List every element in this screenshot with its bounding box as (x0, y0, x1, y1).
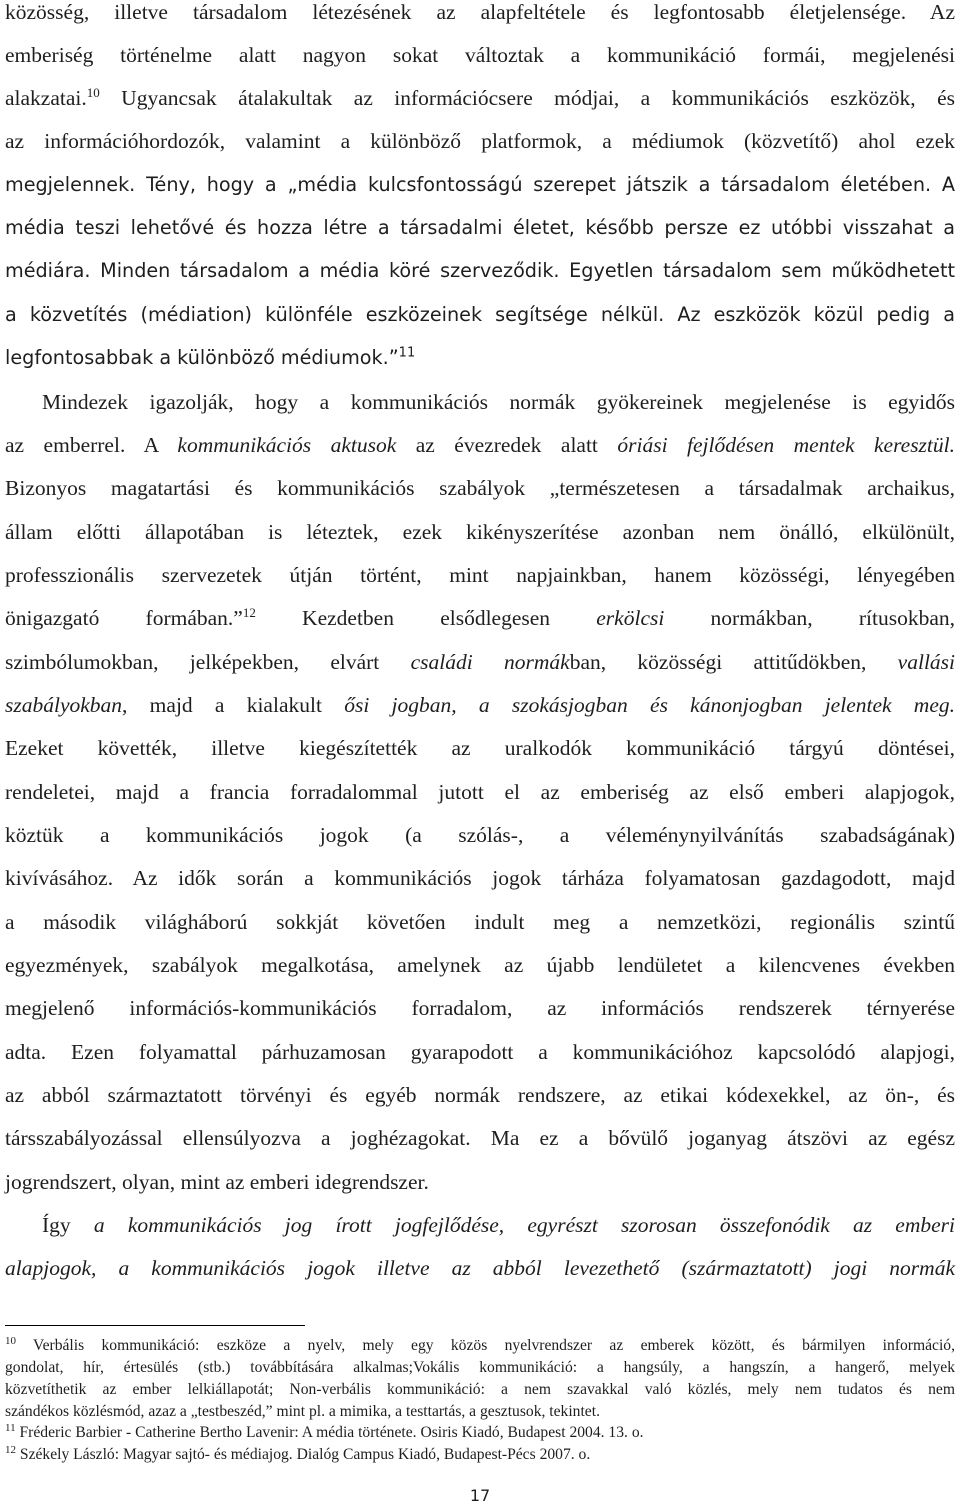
footnote-11: $^{11}$ Fréderic Barbier - Catherine Bertho Lavenir: A média története. Osiris Kiadó, Budapest 2004. 13. o. (5, 1421, 644, 1441)
footnote-12: $^{12}$ Székely László: Magyar sajtó- és médiajog. Dialóg Campus Kiadó, Budapest-Pécs 2007. o. (5, 1443, 591, 1463)
body-line: Bizonyos magatartási és kommunikációs szabályok „természetesen a társadalmak archaikus, (5, 476, 955, 500)
body-line: szabályokban, majd a kialakult ősi jogban, a szokásjogban és kánonjogban jelentek meg. (5, 693, 955, 717)
body-line: a második világháború sokkját követően indult meg a nemzetközi, regionális szintű (5, 910, 955, 934)
body-line: az emberrel. A kommunikációs aktusok az évezredek alatt óriási fejlődésen mentek keresztül. (5, 433, 955, 457)
body-line: rendeletei, majd a francia forradalommal jutott el az emberiség az első emberi alapjogok, (5, 780, 955, 804)
body-line: médiára. Minden társadalom a média köré szerveződik. Egyetlen társadalom sem működhetett (5, 259, 955, 282)
body-line: az abból származtatott törvényi és egyéb normák rendszere, az etikai kódexekkel, az ön-, és (5, 1083, 955, 1107)
body-line: Ezeket követték, illetve kiegészítették az uralkodók kommunikáció tárgyú döntései, (5, 736, 955, 760)
footnote-ref: 11 (398, 345, 416, 361)
paragraph-first-line: Mindezek igazolják, hogy a kommunikációs normák gyökereinek megjelenése is egyidős (42, 390, 955, 414)
body-line: jogrendszert, olyan, mint az emberi idegrendszer. (5, 1170, 429, 1194)
body-line: professzionális szervezetek útján történt, mint napjainkban, hanem közösségi, lényegében (5, 563, 955, 587)
body-line: társszabályozással ellensúlyozva a joghézagokat. Ma ez a bővülő joganyag átszövi az egész (5, 1126, 955, 1150)
body-line: legfontosabbak a különböző médiumok.”$^{11}$ (5, 345, 416, 369)
body-line: köztük a kommunikációs jogok (a szólás-, a véleménynyilvánítás szabadságának) (5, 823, 955, 847)
footnote-line: szándékos közlésmód, azaz a „testbeszéd,” mint pl. a mimika, a testtartás, a gesztusok, tekintet. (5, 1403, 600, 1420)
body-line: alapjogok, a kommunikációs jogok illetve az abból levezethető (származtatott) jogi normák (5, 1256, 955, 1280)
footnote-10: $^{10}$ Verbális kommunikáció: eszköze a nyelv, mely egy közös nyelvrendszer az emberek között, és bármilyen információ, (5, 1334, 955, 1354)
body-line: alakzatai.$^{10}$ Ugyancsak átalakultak az információcsere módjai, a kommunikációs eszközök, és (5, 84, 955, 110)
body-line: megjelenő információs-kommunikációs forradalom, az információs rendszerek térnyerése (5, 996, 955, 1020)
paragraph-first-line: Így a kommunikációs jog írott jogfejlődése, egyrészt szorosan összefonódik az emberi (42, 1213, 955, 1237)
body-line: szimbólumokban, jelképekben, elvárt családi normákban, közösségi attitűdökben, vallási (5, 650, 956, 674)
body-line: önigazgató formában.”$^{12}$ Kezdetben elsődlegesen erkölcsi normákban, rítusokban, (5, 604, 955, 630)
body-line: állam előtti állapotában is léteztek, ezek kikényszerítése azonban nem önálló, elkülönült, (5, 520, 955, 544)
footnote-separator (5, 1325, 305, 1326)
body-line: egyezmények, szabályok megalkotása, amelynek az újabb lendületet a kilencvenes években (5, 953, 955, 977)
body-line: kivívásához. Az idők során a kommunikációs jogok tárháza folyamatosan gazdagodott, majd (5, 866, 955, 890)
body-line: adta. Ezen folyamattal párhuzamosan gyarapodott a kommunikációhoz kapcsolódó alapjogi, (5, 1040, 955, 1064)
body-line: a közvetítés (médiation) különféle eszközeinek segítsége nélkül. Az eszközök közül pedig a (5, 303, 955, 326)
footnote-line: gondolat, hír, értesülés (stb.) továbbítására alkalmas;Vokális kommunikáció: a hangsúly, a hangszín, a hangerő, melyek (5, 1359, 955, 1376)
body-line: az információhordozók, valamint a különböző platformok, a médiumok (közvetítő) ahol ezek (5, 129, 955, 153)
body-line: közösség, illetve társadalom létezésének az alapfeltétele és legfontosabb életjelensége. Az (5, 0, 955, 24)
body-line: megjelennek. Tény, hogy a „média kulcsfontosságú szerepet játszik a társadalom életében. A (5, 173, 955, 196)
body-line: emberiség történelme alatt nagyon sokat változtak a kommunikáció formái, megjelenési (5, 43, 955, 67)
footnote-ref: 12 (242, 604, 256, 620)
page-number: 17 (469, 1486, 491, 1505)
footnote-ref: 10 (86, 84, 100, 100)
footnote-line: közvetíthetik az ember lelkiállapotát; Non-verbális kommunikáció: a nem szavakkal való közlés, mely nem tudatos és nem (5, 1381, 955, 1398)
body-line: média teszi lehetővé és hozza létre a társadalmi életet, később persze ez utóbbi visszahat a (5, 216, 955, 239)
